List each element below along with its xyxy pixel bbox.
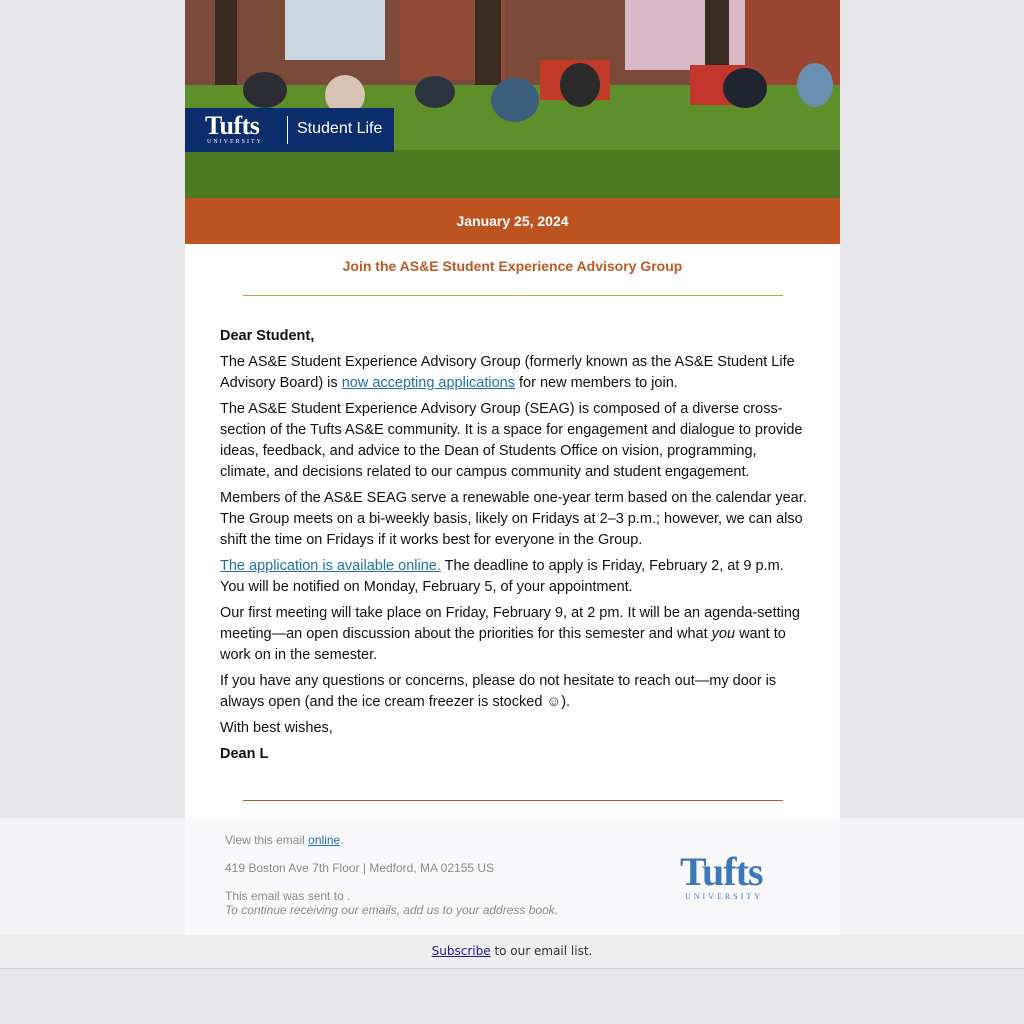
- tufts-student-life-logo: [185, 108, 394, 152]
- paragraph-1-text: The AS&E Student Experience Advisory Group (formerly known as the AS&E Student Life Advisory Board) is: [220, 354, 795, 391]
- campus-lawn-photo: [185, 0, 840, 198]
- tufts-footer-logo: [680, 849, 790, 902]
- hero-image: [185, 0, 840, 198]
- paragraph-5: [220, 603, 810, 666]
- view-online-period: .: [340, 833, 344, 847]
- paragraph-1: [220, 352, 810, 394]
- email-body: [185, 0, 840, 818]
- greeting: Dear Student,: [220, 328, 315, 344]
- logo-subtitle: Student Life: [297, 120, 383, 137]
- date-banner: January 25, 2024: [185, 198, 840, 244]
- paragraph-5-text: Our first meeting will take place on Friday, February 9, at 2 pm. It will be an agenda-setting meeting—an open discussion about the priorities for this semester and what: [220, 605, 800, 642]
- paragraph-6: If you have any questions or concerns, please do not hesitate to reach out—my door is always open (and the ice cream freezer is stocked ☺).: [220, 673, 777, 710]
- signature: Dean L: [220, 746, 269, 762]
- paragraph-5-emphasis: you: [711, 626, 736, 642]
- subscribe-text: to our email list.: [490, 944, 593, 958]
- view-online-text: View this email: [225, 833, 309, 847]
- now-accepting-applications-link[interactable]: now accepting applications: [341, 375, 515, 391]
- divider-bottom: [243, 800, 783, 801]
- paragraph-1-text-end: for new members to join.: [515, 375, 678, 391]
- email-content: [220, 326, 810, 770]
- address-book-note: To continue receiving our emails, add us to your address book.: [225, 903, 559, 917]
- logo-university: UNIVERSITY: [207, 139, 263, 145]
- footer-logo-university: UNIVERSITY: [685, 892, 763, 901]
- paragraph-5-text-end: want to work on in the semester.: [220, 626, 786, 663]
- paragraph-2: The AS&E Student Experience Advisory Group (SEAG) is composed of a diverse cross-section of the Tufts AS&E community. It is a space for engagement and dialogue to provide ideas, feedback, and advice to the Dean of Students Office on vision, programming, climate, and decisions related to our campus community and student engagement.: [220, 401, 803, 480]
- subscribe-link[interactable]: Subscribe: [431, 944, 491, 958]
- closing: With best wishes,: [220, 720, 333, 736]
- mailing-address: 419 Boston Ave 7th Floor | Medford, MA 02155 US: [225, 861, 495, 875]
- sent-to-line: This email was sent to .: [225, 889, 351, 903]
- application-online-link[interactable]: The application is available online.: [220, 558, 441, 574]
- footer-inner: [185, 818, 840, 935]
- email-headline: Join the AS&E Student Experience Advisory Group: [342, 258, 683, 274]
- footer-logo-wordmark: Tufts: [680, 849, 763, 894]
- logo-divider: [287, 116, 288, 144]
- paragraph-4: [220, 556, 810, 598]
- view-online-link[interactable]: online: [308, 833, 341, 847]
- subscribe-bar: [0, 935, 1024, 969]
- paragraph-4-text: The deadline to apply is Friday, February 2, at 9 p.m. You will be notified on Monday, February 5, of your appointment.: [220, 558, 784, 595]
- view-online-line: [225, 833, 344, 847]
- divider-top: [243, 295, 783, 296]
- footer: [0, 818, 1024, 935]
- logo-wordmark: Tufts: [205, 111, 260, 140]
- paragraph-3: Members of the AS&E SEAG serve a renewable one-year term based on the calendar year. The Group meets on a bi-weekly basis, likely on Fridays at 2–3 p.m.; however, we can also shift the time on Fridays if it works best for everyone in the Group.: [220, 490, 807, 548]
